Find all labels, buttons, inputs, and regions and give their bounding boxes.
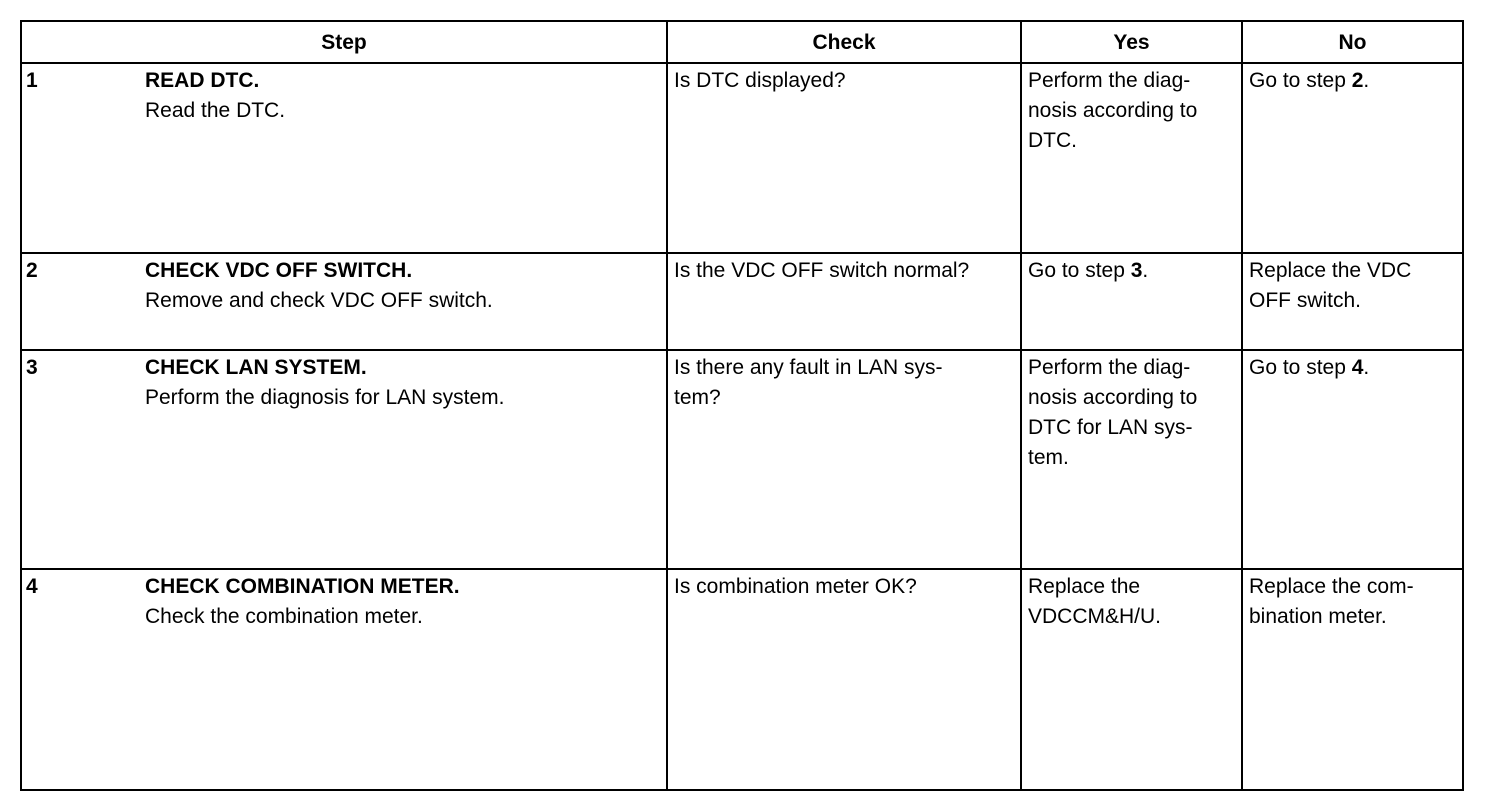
step-description: Remove and check VDC OFF switch. — [145, 289, 493, 312]
yes-step-ref: 3 — [1130, 259, 1143, 282]
header-yes: Yes — [1021, 21, 1242, 63]
check-cell — [667, 350, 1021, 569]
no-text: Go to step — [1249, 356, 1352, 379]
yes-text: Go to step — [1028, 259, 1131, 282]
check-cell — [667, 569, 1021, 790]
step-description: Perform the diagnosis for LAN system. — [145, 386, 505, 409]
step-cell — [21, 253, 667, 350]
yes-text: Replace the VDCCM&H/U. — [1028, 575, 1162, 628]
header-check: Check — [667, 21, 1021, 63]
table-row — [21, 569, 1463, 790]
no-step-ref: 4 — [1351, 356, 1364, 379]
step-number: 1 — [26, 69, 38, 92]
step-title: CHECK VDC OFF SWITCH. — [145, 259, 413, 282]
no-text-end: . — [1363, 356, 1370, 379]
step-description: Read the DTC. — [145, 99, 286, 122]
step-description: Check the combination meter. — [145, 605, 423, 628]
step-cell — [21, 569, 667, 790]
check-cell — [667, 253, 1021, 350]
yes-cell — [1021, 63, 1242, 253]
step-title: CHECK COMBINATION METER. — [145, 575, 460, 598]
header-row — [21, 21, 1463, 63]
no-step-ref: 2 — [1351, 69, 1364, 92]
check-text: Is there any fault in LAN sys- tem? — [674, 356, 943, 409]
check-cell — [667, 63, 1021, 253]
header-no: No — [1242, 21, 1463, 63]
no-cell — [1242, 350, 1463, 569]
yes-text-end: . — [1142, 259, 1149, 282]
table-row — [21, 253, 1463, 350]
no-text: Replace the VDC OFF switch. — [1249, 259, 1412, 312]
no-cell — [1242, 569, 1463, 790]
check-text: Is the VDC OFF switch normal? — [674, 259, 970, 282]
step-number: 4 — [26, 575, 38, 598]
step-number: 2 — [26, 259, 38, 282]
step-cell — [21, 350, 667, 569]
no-text-end: . — [1363, 69, 1370, 92]
no-cell — [1242, 63, 1463, 253]
table-row — [21, 350, 1463, 569]
step-cell — [21, 63, 667, 253]
yes-cell — [1021, 569, 1242, 790]
yes-text: Perform the diag- nosis according to DTC for LAN sys- tem. — [1028, 356, 1198, 469]
yes-text: Perform the diag- nosis according to DTC. — [1028, 69, 1198, 152]
header-step: Step — [21, 21, 667, 63]
check-text: Is combination meter OK? — [674, 575, 917, 598]
table-row — [21, 63, 1463, 253]
no-text: Go to step — [1249, 69, 1352, 92]
no-text: Replace the com- bination meter. — [1249, 575, 1414, 628]
step-title: CHECK LAN SYSTEM. — [145, 356, 367, 379]
step-title: READ DTC. — [145, 69, 260, 92]
diagnosis-table — [20, 20, 1464, 791]
check-text: Is DTC displayed? — [674, 69, 846, 92]
step-number: 3 — [26, 356, 38, 379]
yes-cell — [1021, 350, 1242, 569]
no-cell — [1242, 253, 1463, 350]
yes-cell — [1021, 253, 1242, 350]
